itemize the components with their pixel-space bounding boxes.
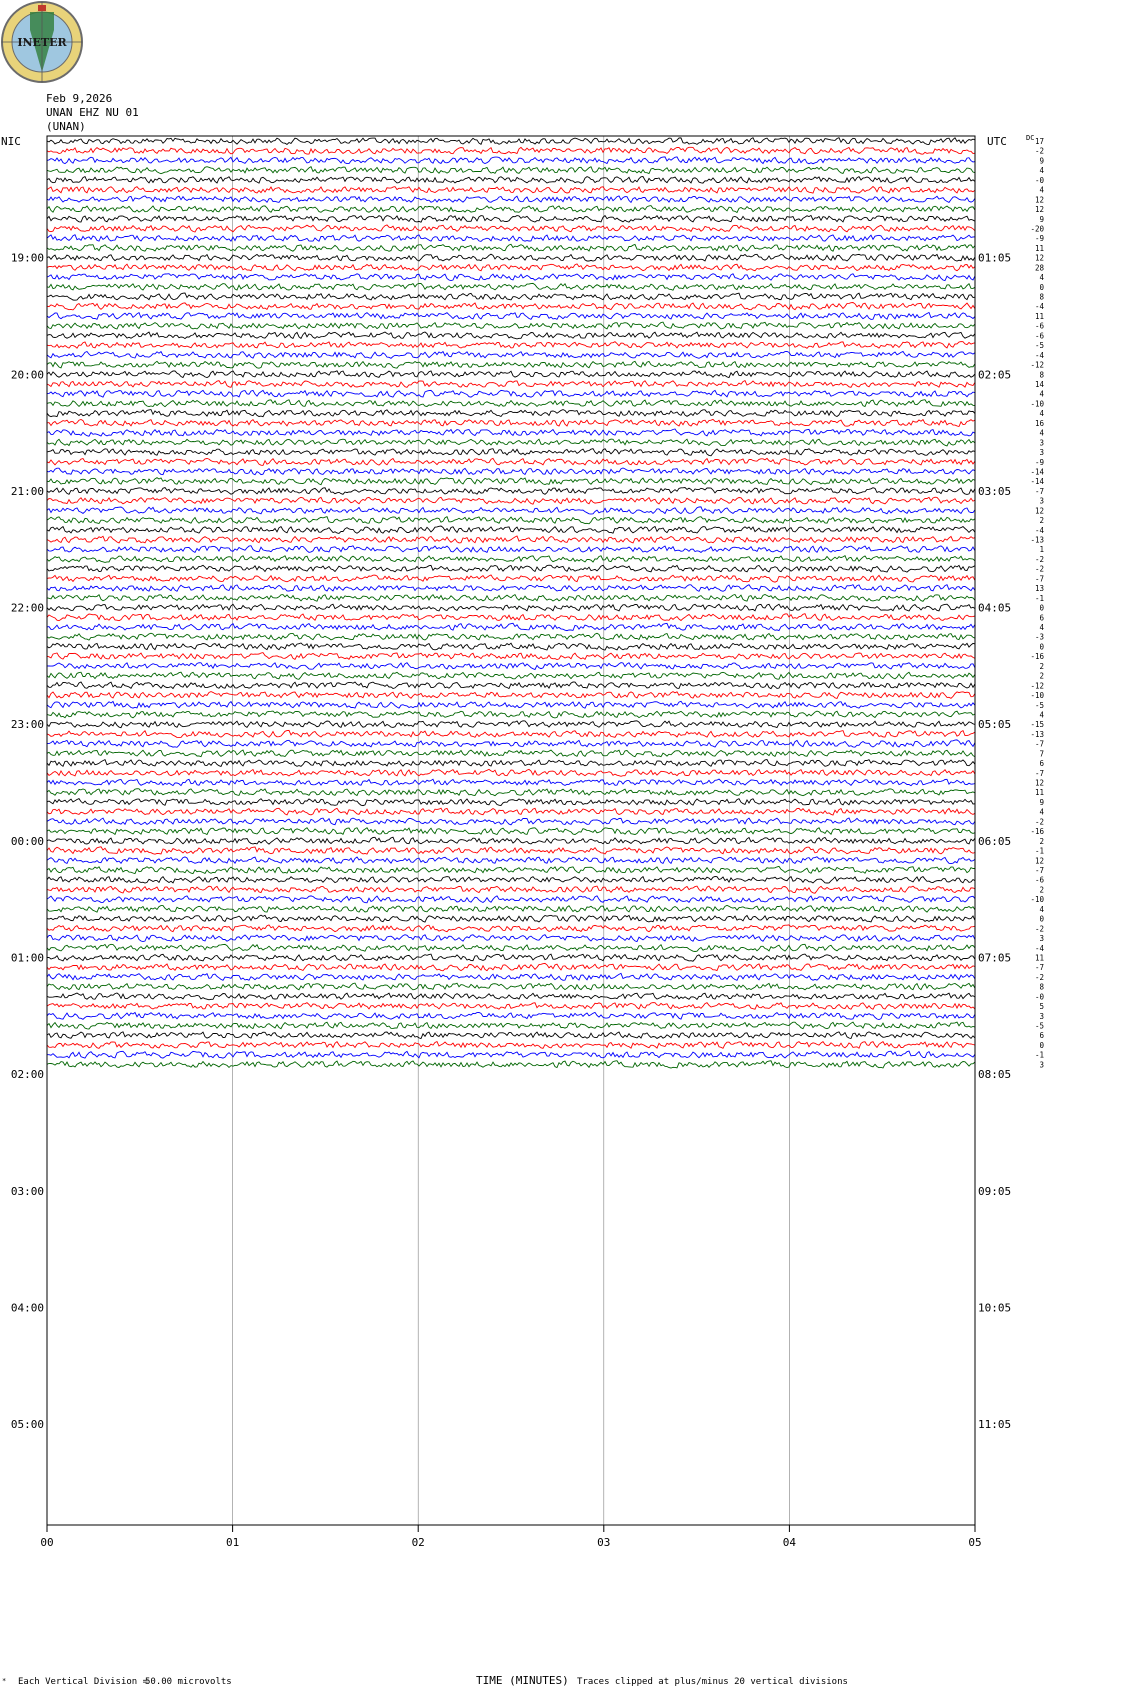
- header-network: (UNAN): [46, 120, 86, 133]
- dc-offset-value: 6: [1039, 613, 1044, 623]
- seismic-trace: [47, 468, 975, 475]
- right-zone-label: UTC: [987, 135, 1007, 148]
- dc-offset-value: 8: [1039, 370, 1044, 380]
- dc-offset-value: -6: [1034, 331, 1044, 341]
- dc-offset-value: -12: [1030, 360, 1044, 370]
- x-axis-ticks: [40, 1525, 981, 1549]
- dc-offset-value: -5: [1034, 700, 1044, 710]
- dc-offset-value: -2: [1034, 554, 1044, 564]
- corner-mark: *: [2, 1677, 7, 1685]
- dc-offset-value: -1: [1034, 593, 1044, 603]
- seismic-trace: [47, 283, 975, 290]
- dc-offset-value: -14: [1030, 477, 1044, 487]
- seismic-trace: [47, 313, 975, 320]
- dc-offset-value: -4: [1034, 350, 1044, 360]
- seismic-trace: [47, 857, 975, 864]
- seismic-traces: [47, 138, 975, 1068]
- seismic-trace: [47, 536, 975, 543]
- dc-offset-labels: [1030, 137, 1044, 1069]
- dc-offset-value: 5: [1039, 1002, 1044, 1012]
- dc-offset-value: -2: [1034, 924, 1044, 934]
- seismic-trace: [47, 585, 975, 592]
- dc-offset-value: -4: [1034, 525, 1044, 535]
- seismic-trace: [47, 381, 975, 388]
- dc-offset-value: -3: [1034, 632, 1044, 642]
- left-hour-label: 02:00: [10, 1068, 44, 1082]
- seismic-trace: [47, 225, 975, 232]
- seismic-trace: [47, 352, 975, 359]
- seismic-trace: [47, 837, 975, 844]
- dc-offset-value: 3: [1039, 438, 1044, 448]
- dc-offset-value: -1: [1034, 846, 1044, 856]
- dc-offset-value: 2: [1039, 885, 1044, 895]
- dc-offset-value: -2: [1034, 817, 1044, 827]
- dc-offset-value: 4: [1039, 904, 1044, 914]
- dc-offset-value: -10: [1030, 691, 1044, 701]
- dc-offset-value: 0: [1039, 282, 1044, 292]
- dc-offset-value: -16: [1030, 827, 1044, 837]
- right-hour-label: 06:05: [978, 834, 1012, 848]
- right-hour-label: 11:05: [978, 1418, 1012, 1432]
- right-hour-label: 10:05: [978, 1301, 1012, 1315]
- seismic-trace: [47, 935, 975, 942]
- dc-offset-value: 4: [1039, 389, 1044, 399]
- seismic-trace: [47, 138, 975, 145]
- dc-offset-value: -0: [1034, 992, 1044, 1002]
- x-tick-label: 01: [225, 1536, 240, 1549]
- dc-offset-value: -1: [1034, 1050, 1044, 1060]
- seismic-trace: [47, 361, 975, 368]
- seismic-trace: [47, 983, 975, 990]
- seismic-trace: [47, 410, 975, 417]
- header-station: UNAN EHZ NU 01: [46, 106, 139, 119]
- x-tick-label: 02: [411, 1536, 425, 1549]
- dc-offset-value: 4: [1039, 273, 1044, 283]
- dc-offset-value: 3: [1039, 934, 1044, 944]
- seismic-trace: [47, 196, 975, 203]
- seismic-trace: [47, 818, 975, 825]
- x-tick-label: 05: [968, 1536, 982, 1549]
- dc-offset-value: -6: [1034, 875, 1044, 885]
- dc-offset-value: 9: [1039, 156, 1044, 166]
- dc-offset-value: 11: [1034, 788, 1044, 798]
- seismic-trace: [47, 565, 975, 572]
- left-hour-label: 04:00: [10, 1301, 44, 1315]
- dc-offset-value: 0: [1039, 642, 1044, 652]
- dc-offset-value: -6: [1034, 321, 1044, 331]
- seismic-trace: [47, 371, 975, 378]
- seismic-trace: [47, 206, 975, 213]
- dc-offset-value: 2: [1039, 661, 1044, 671]
- dc-offset-value: -7: [1034, 739, 1044, 749]
- seismic-trace: [47, 429, 975, 436]
- clip-note: Traces clipped at plus/minus 20 vertical divisions: [577, 1677, 848, 1687]
- dc-offset-value: 12: [1034, 778, 1044, 788]
- seismic-trace: [47, 264, 975, 271]
- right-hour-label: 03:05: [978, 484, 1012, 498]
- right-hour-label: 08:05: [978, 1068, 1012, 1082]
- seismic-trace: [47, 274, 975, 281]
- seismic-trace: [47, 1051, 975, 1058]
- seismic-trace: [47, 682, 975, 689]
- dc-offset-value: 6: [1039, 759, 1044, 769]
- right-hour-label: 04:05: [978, 601, 1012, 615]
- seismic-trace: [47, 526, 975, 533]
- dc-offset-value: 9: [1039, 214, 1044, 224]
- dc-offset-value: 0: [1039, 914, 1044, 924]
- seismic-trace: [47, 789, 975, 796]
- seismic-trace: [47, 973, 975, 980]
- dc-offset-value: -2: [1034, 564, 1044, 574]
- left-hour-label: 23:00: [10, 718, 44, 732]
- seismic-trace: [47, 244, 975, 251]
- seismic-trace: [47, 216, 975, 223]
- seismic-trace: [47, 187, 975, 194]
- header-date: Feb 9,2026: [46, 92, 113, 105]
- seismic-trace: [47, 390, 975, 397]
- dc-offset-value: 4: [1039, 166, 1044, 176]
- seismic-trace: [47, 701, 975, 708]
- scale-value: 50.00 microvolts: [145, 1677, 232, 1687]
- right-hour-label: 01:05: [978, 251, 1012, 265]
- right-hour-label: 05:05: [978, 718, 1012, 732]
- seismic-trace: [47, 692, 975, 699]
- seismic-trace: [47, 954, 975, 961]
- left-hour-label: 03:00: [10, 1184, 44, 1198]
- seismic-trace: [47, 915, 975, 922]
- seismic-trace: [47, 760, 975, 767]
- dc-offset-value: -9: [1034, 234, 1044, 244]
- dc-offset-value: 3: [1039, 496, 1044, 506]
- dc-offset-value: 3: [1039, 448, 1044, 458]
- seismic-trace: [47, 730, 975, 737]
- dc-offset-value: 4: [1039, 185, 1044, 195]
- dc-offset-value: 4: [1039, 807, 1044, 817]
- seismic-trace: [47, 886, 975, 893]
- dc-offset-value: 4: [1039, 623, 1044, 632]
- seismic-trace: [47, 1042, 975, 1049]
- dc-offset-value: -2: [1034, 146, 1044, 156]
- seismic-trace: [47, 157, 975, 164]
- seismic-trace: [47, 177, 975, 184]
- seismic-trace: [47, 507, 975, 514]
- seismic-trace: [47, 235, 975, 242]
- dc-offset-value: -9: [1034, 457, 1044, 467]
- seismic-trace: [47, 896, 975, 903]
- left-hour-label: 22:00: [10, 601, 44, 615]
- right-time-labels: [978, 252, 1011, 1431]
- dc-offset-value: -5: [1034, 1021, 1044, 1031]
- dc-offset-value: 2: [1039, 516, 1044, 526]
- dc-label: DC: [1026, 134, 1035, 142]
- seismic-trace: [47, 779, 975, 786]
- left-hour-label: 21:00: [10, 484, 44, 498]
- seismic-trace: [47, 633, 975, 640]
- dc-offset-value: 8: [1039, 292, 1044, 302]
- left-hour-label: 19:00: [10, 251, 44, 265]
- dc-offset-value: 12: [1034, 856, 1044, 866]
- dc-offset-value: -10: [1030, 895, 1044, 905]
- seismic-trace: [47, 847, 975, 854]
- seismic-trace: [47, 575, 975, 582]
- dc-offset-value: 11: [1034, 311, 1044, 321]
- seismic-trace: [47, 342, 975, 349]
- dc-offset-value: -4: [1034, 943, 1044, 953]
- dc-offset-value: 28: [1034, 263, 1044, 273]
- seismic-trace: [47, 517, 975, 524]
- dc-offset-value: 11: [1034, 243, 1044, 253]
- seismic-trace: [47, 1032, 975, 1039]
- x-axis-title: TIME (MINUTES): [476, 1674, 569, 1687]
- dc-offset-value: -12: [1030, 681, 1044, 691]
- seismic-trace: [47, 1061, 975, 1068]
- dc-offset-value: 17: [1034, 137, 1044, 146]
- left-hour-label: 05:00: [10, 1418, 44, 1432]
- seismic-trace: [47, 303, 975, 310]
- dc-offset-value: 12: [1034, 205, 1044, 215]
- seismic-trace: [47, 925, 975, 932]
- seismic-trace: [47, 799, 975, 806]
- seismic-trace: [47, 866, 975, 873]
- dc-offset-value: -15: [1030, 720, 1044, 730]
- x-tick-label: 04: [782, 1536, 797, 1549]
- logo-text: INETER: [17, 36, 67, 49]
- x-tick-label: 03: [597, 1536, 611, 1549]
- seismic-trace: [47, 740, 975, 747]
- dc-offset-value: -0: [1034, 175, 1044, 185]
- dc-offset-value: 0: [1039, 1040, 1044, 1050]
- right-hour-label: 09:05: [978, 1184, 1012, 1198]
- seismic-trace: [47, 546, 975, 553]
- dc-offset-value: -7: [1034, 866, 1044, 875]
- left-zone-label: NIC: [1, 135, 21, 148]
- dc-offset-value: -7: [1034, 574, 1044, 584]
- seismic-trace: [47, 449, 975, 456]
- dc-offset-value: -16: [1030, 652, 1044, 662]
- seismic-trace: [47, 877, 975, 884]
- seismic-trace: [47, 963, 975, 970]
- dc-offset-value: 0: [1039, 603, 1044, 613]
- dc-offset-value: 2: [1039, 671, 1044, 681]
- dc-offset-value: 1: [1039, 545, 1044, 555]
- seismic-trace: [47, 769, 975, 776]
- dc-offset-value: 4: [1039, 409, 1044, 419]
- dc-offset-value: 9: [1039, 797, 1044, 807]
- dc-offset-value: 3: [1039, 1011, 1044, 1021]
- right-hour-label: 07:05: [978, 951, 1012, 965]
- left-hour-label: 00:00: [10, 834, 44, 848]
- dc-offset-value: 8: [1039, 982, 1044, 992]
- dc-offset-value: 16: [1034, 418, 1044, 428]
- left-hour-label: 01:00: [10, 951, 44, 965]
- seismic-trace: [47, 488, 975, 495]
- seismic-trace: [47, 614, 975, 621]
- dc-offset-value: 3: [1039, 1060, 1044, 1070]
- dc-offset-value: -7: [1034, 768, 1044, 778]
- dc-offset-value: -2: [1034, 972, 1044, 982]
- dc-offset-value: 12: [1034, 506, 1044, 516]
- seismic-trace: [47, 672, 975, 679]
- dc-offset-value: 2: [1039, 836, 1044, 846]
- seismic-trace: [47, 254, 975, 261]
- seismic-trace: [47, 1012, 975, 1019]
- dc-offset-value: -20: [1030, 224, 1044, 234]
- dc-offset-value: 6: [1039, 1031, 1044, 1041]
- dc-offset-value: -5: [1034, 341, 1044, 351]
- seismic-trace: [47, 808, 975, 815]
- seismic-trace: [47, 944, 975, 951]
- seismic-trace: [47, 556, 975, 563]
- dc-offset-value: -7: [1034, 963, 1044, 973]
- dc-offset-value: -13: [1030, 729, 1044, 739]
- seismic-trace: [47, 653, 975, 660]
- left-hour-label: 20:00: [10, 368, 44, 382]
- dc-offset-value: 13: [1034, 584, 1044, 594]
- seismic-trace: [47, 293, 975, 300]
- dc-offset-value: 4: [1039, 710, 1044, 720]
- seismic-trace: [47, 419, 975, 426]
- seismic-trace: [47, 721, 975, 728]
- dc-offset-value: 12: [1034, 195, 1044, 205]
- seismic-trace: [47, 322, 975, 329]
- seismic-trace: [47, 400, 975, 407]
- seismic-trace: [47, 604, 975, 611]
- x-tick-label: 00: [40, 1536, 54, 1549]
- dc-offset-value: -7: [1034, 486, 1044, 496]
- left-time-labels: [11, 252, 44, 1431]
- seismic-trace: [47, 167, 975, 174]
- seismic-trace: [47, 623, 975, 630]
- dc-offset-value: -14: [1030, 467, 1044, 477]
- dc-offset-value: -10: [1030, 399, 1044, 409]
- seismic-trace: [47, 595, 975, 602]
- dc-offset-value: -13: [1030, 535, 1044, 545]
- seismic-trace: [47, 147, 975, 154]
- seismic-trace: [47, 478, 975, 485]
- right-hour-label: 02:05: [978, 368, 1012, 382]
- seismic-trace: [47, 828, 975, 835]
- seismic-trace: [47, 439, 975, 446]
- seismic-trace: [47, 332, 975, 339]
- seismic-trace: [47, 711, 975, 718]
- seismic-trace: [47, 663, 975, 670]
- dc-offset-value: -4: [1034, 302, 1044, 312]
- dc-offset-value: 4: [1039, 428, 1044, 438]
- seismic-trace: [47, 497, 975, 504]
- seismic-trace: [47, 750, 975, 757]
- seismic-trace: [47, 1022, 975, 1029]
- seismic-trace: [47, 643, 975, 650]
- seismic-trace: [47, 993, 975, 1000]
- dc-offset-value: 14: [1034, 380, 1044, 389]
- dc-offset-value: 12: [1034, 253, 1044, 263]
- seismic-trace: [47, 1003, 975, 1010]
- dc-offset-value: 7: [1039, 749, 1044, 759]
- seismic-trace: [47, 458, 975, 465]
- dc-offset-value: 11: [1034, 953, 1044, 963]
- scale-prefix: Each Vertical Division =: [18, 1677, 149, 1687]
- seismic-trace: [47, 905, 975, 912]
